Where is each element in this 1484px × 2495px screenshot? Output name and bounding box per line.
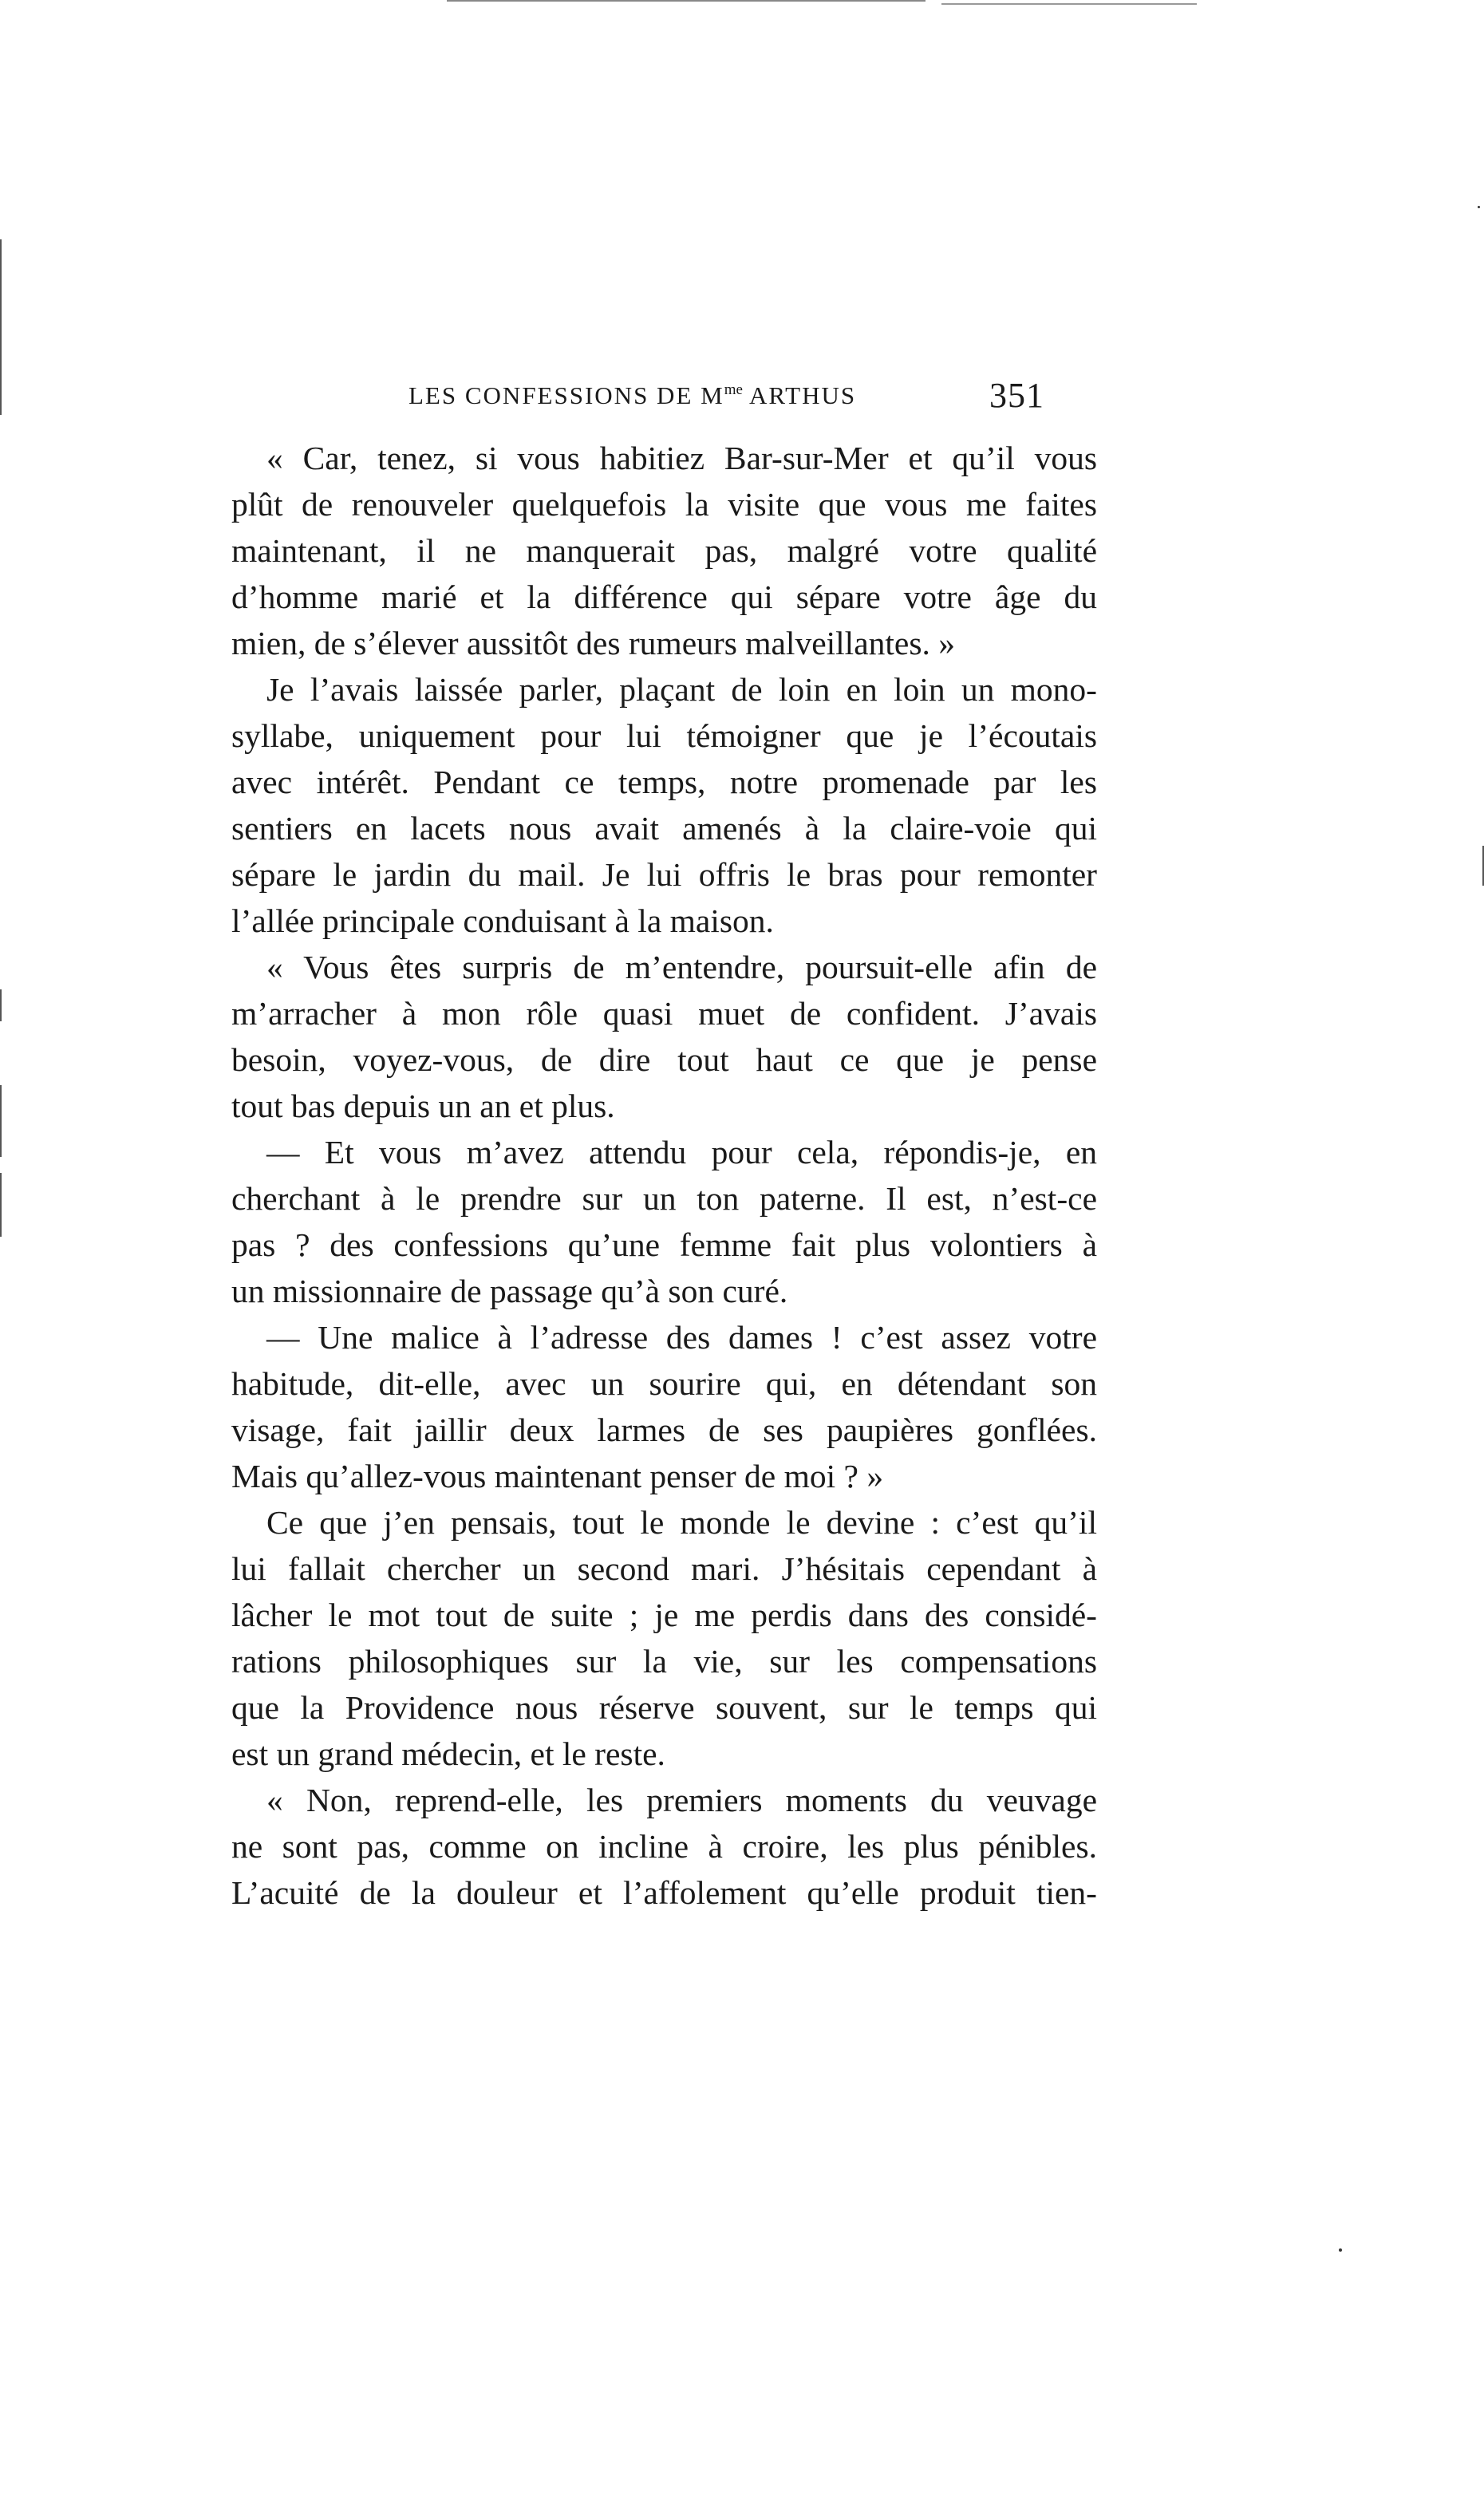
page-number: 351 [989, 376, 1044, 415]
text-line: est un grand médecin, et le reste. [231, 1735, 665, 1772]
text-line: maintenant, il ne manquerait pas, malgré votre qualité [231, 532, 1097, 569]
text-line: « Car, tenez, si vous habitiez Bar-sur-Mer et qu’il vous [266, 440, 1097, 476]
text-line: Ce que j’en pensais, tout le monde le devine : c’est qu’il [266, 1504, 1097, 1541]
text-line: avec intérêt. Pendant ce temps, notre promenade par les [231, 764, 1097, 800]
text-line: l’allée principale conduisant à la maison. [231, 902, 774, 939]
text-line: que la Providence nous réserve souvent, sur le temps qui [231, 1689, 1097, 1726]
running-head-text: LES CONFESSIONS DE M [408, 381, 724, 409]
scan-speck [1339, 2248, 1342, 2252]
text-line: Mais qu’allez-vous maintenant penser de moi ? » [231, 1458, 884, 1494]
scan-edge-line [941, 3, 1197, 5]
text-line: besoin, voyez-vous, de dire tout haut ce que je pense [231, 1041, 1097, 1078]
running-head-superscript: me [724, 381, 743, 398]
scan-edge-line [0, 1085, 2, 1157]
body-text [231, 435, 1097, 1916]
text-line: habitude, dit-elle, avec un sourire qui, en détendant son [231, 1365, 1097, 1402]
text-line: — Et vous m’avez attendu pour cela, répondis-je, en [266, 1134, 1097, 1171]
page-header [223, 375, 1101, 423]
text-line: sépare le jardin du mail. Je lui offris le bras pour remonter [231, 856, 1097, 893]
text-line: tout bas depuis un an et plus. [231, 1088, 615, 1124]
paragraph [231, 1499, 1097, 1777]
text-line: lâcher le mot tout de suite ; je me perdis dans des considé- [231, 1597, 1097, 1633]
text-line: lui fallait chercher un second mari. J’hésitais cependant à [231, 1550, 1097, 1587]
scan-edge-line [0, 989, 2, 1021]
text-line: cherchant à le prendre sur un ton paterne. Il est, n’est-ce [231, 1180, 1097, 1217]
paragraph [231, 944, 1097, 1129]
paragraph [231, 435, 1097, 666]
text-line: « Non, reprend-elle, les premiers moments du veuvage [266, 1782, 1097, 1818]
text-line: syllabe, uniquement pour lui témoigner que je l’écoutais [231, 717, 1097, 754]
text-line: rations philosophiques sur la vie, sur les compensations [231, 1643, 1097, 1680]
scan-edge-line [447, 0, 926, 2]
text-line: d’homme marié et la différence qui sépare votre âge du [231, 578, 1097, 615]
text-line: L’acuité de la douleur et l’affolement qu’elle produit tien- [231, 1874, 1097, 1911]
text-line: visage, fait jaillir deux larmes de ses paupières gonflées. [231, 1411, 1097, 1448]
scan-edge-line [0, 239, 2, 415]
text-line: ne sont pas, comme on incline à croire, les plus pénibles. [231, 1828, 1097, 1865]
text-line: sentiers en lacets nous avait amenés à la claire-voie qui [231, 810, 1097, 847]
text-line: m’arracher à mon rôle quasi muet de confident. J’avais [231, 995, 1097, 1032]
text-line: — Une malice à l’adresse des dames ! c’est assez votre [266, 1319, 1097, 1356]
running-head-text-end: ARTHUS [742, 381, 857, 409]
paragraph [231, 1777, 1097, 1916]
text-line: un missionnaire de passage qu’à son curé. [231, 1273, 788, 1309]
text-line: plût de renouveler quelquefois la visite que vous me faites [231, 486, 1097, 523]
paragraph [231, 1129, 1097, 1314]
text-line: « Vous êtes surpris de m’entendre, poursuit-elle afin de [266, 949, 1097, 985]
scan-edge-line [0, 1173, 2, 1237]
scan-speck [1478, 206, 1480, 208]
text-line: pas ? des confessions qu’une femme fait plus volontiers à [231, 1226, 1097, 1263]
paragraph [231, 1314, 1097, 1499]
paragraph [231, 666, 1097, 944]
text-line: Je l’avais laissée parler, plaçant de loin en loin un mono- [266, 671, 1097, 708]
running-head [408, 381, 856, 410]
text-line: mien, de s’élever aussitôt des rumeurs malveillantes. » [231, 625, 955, 661]
